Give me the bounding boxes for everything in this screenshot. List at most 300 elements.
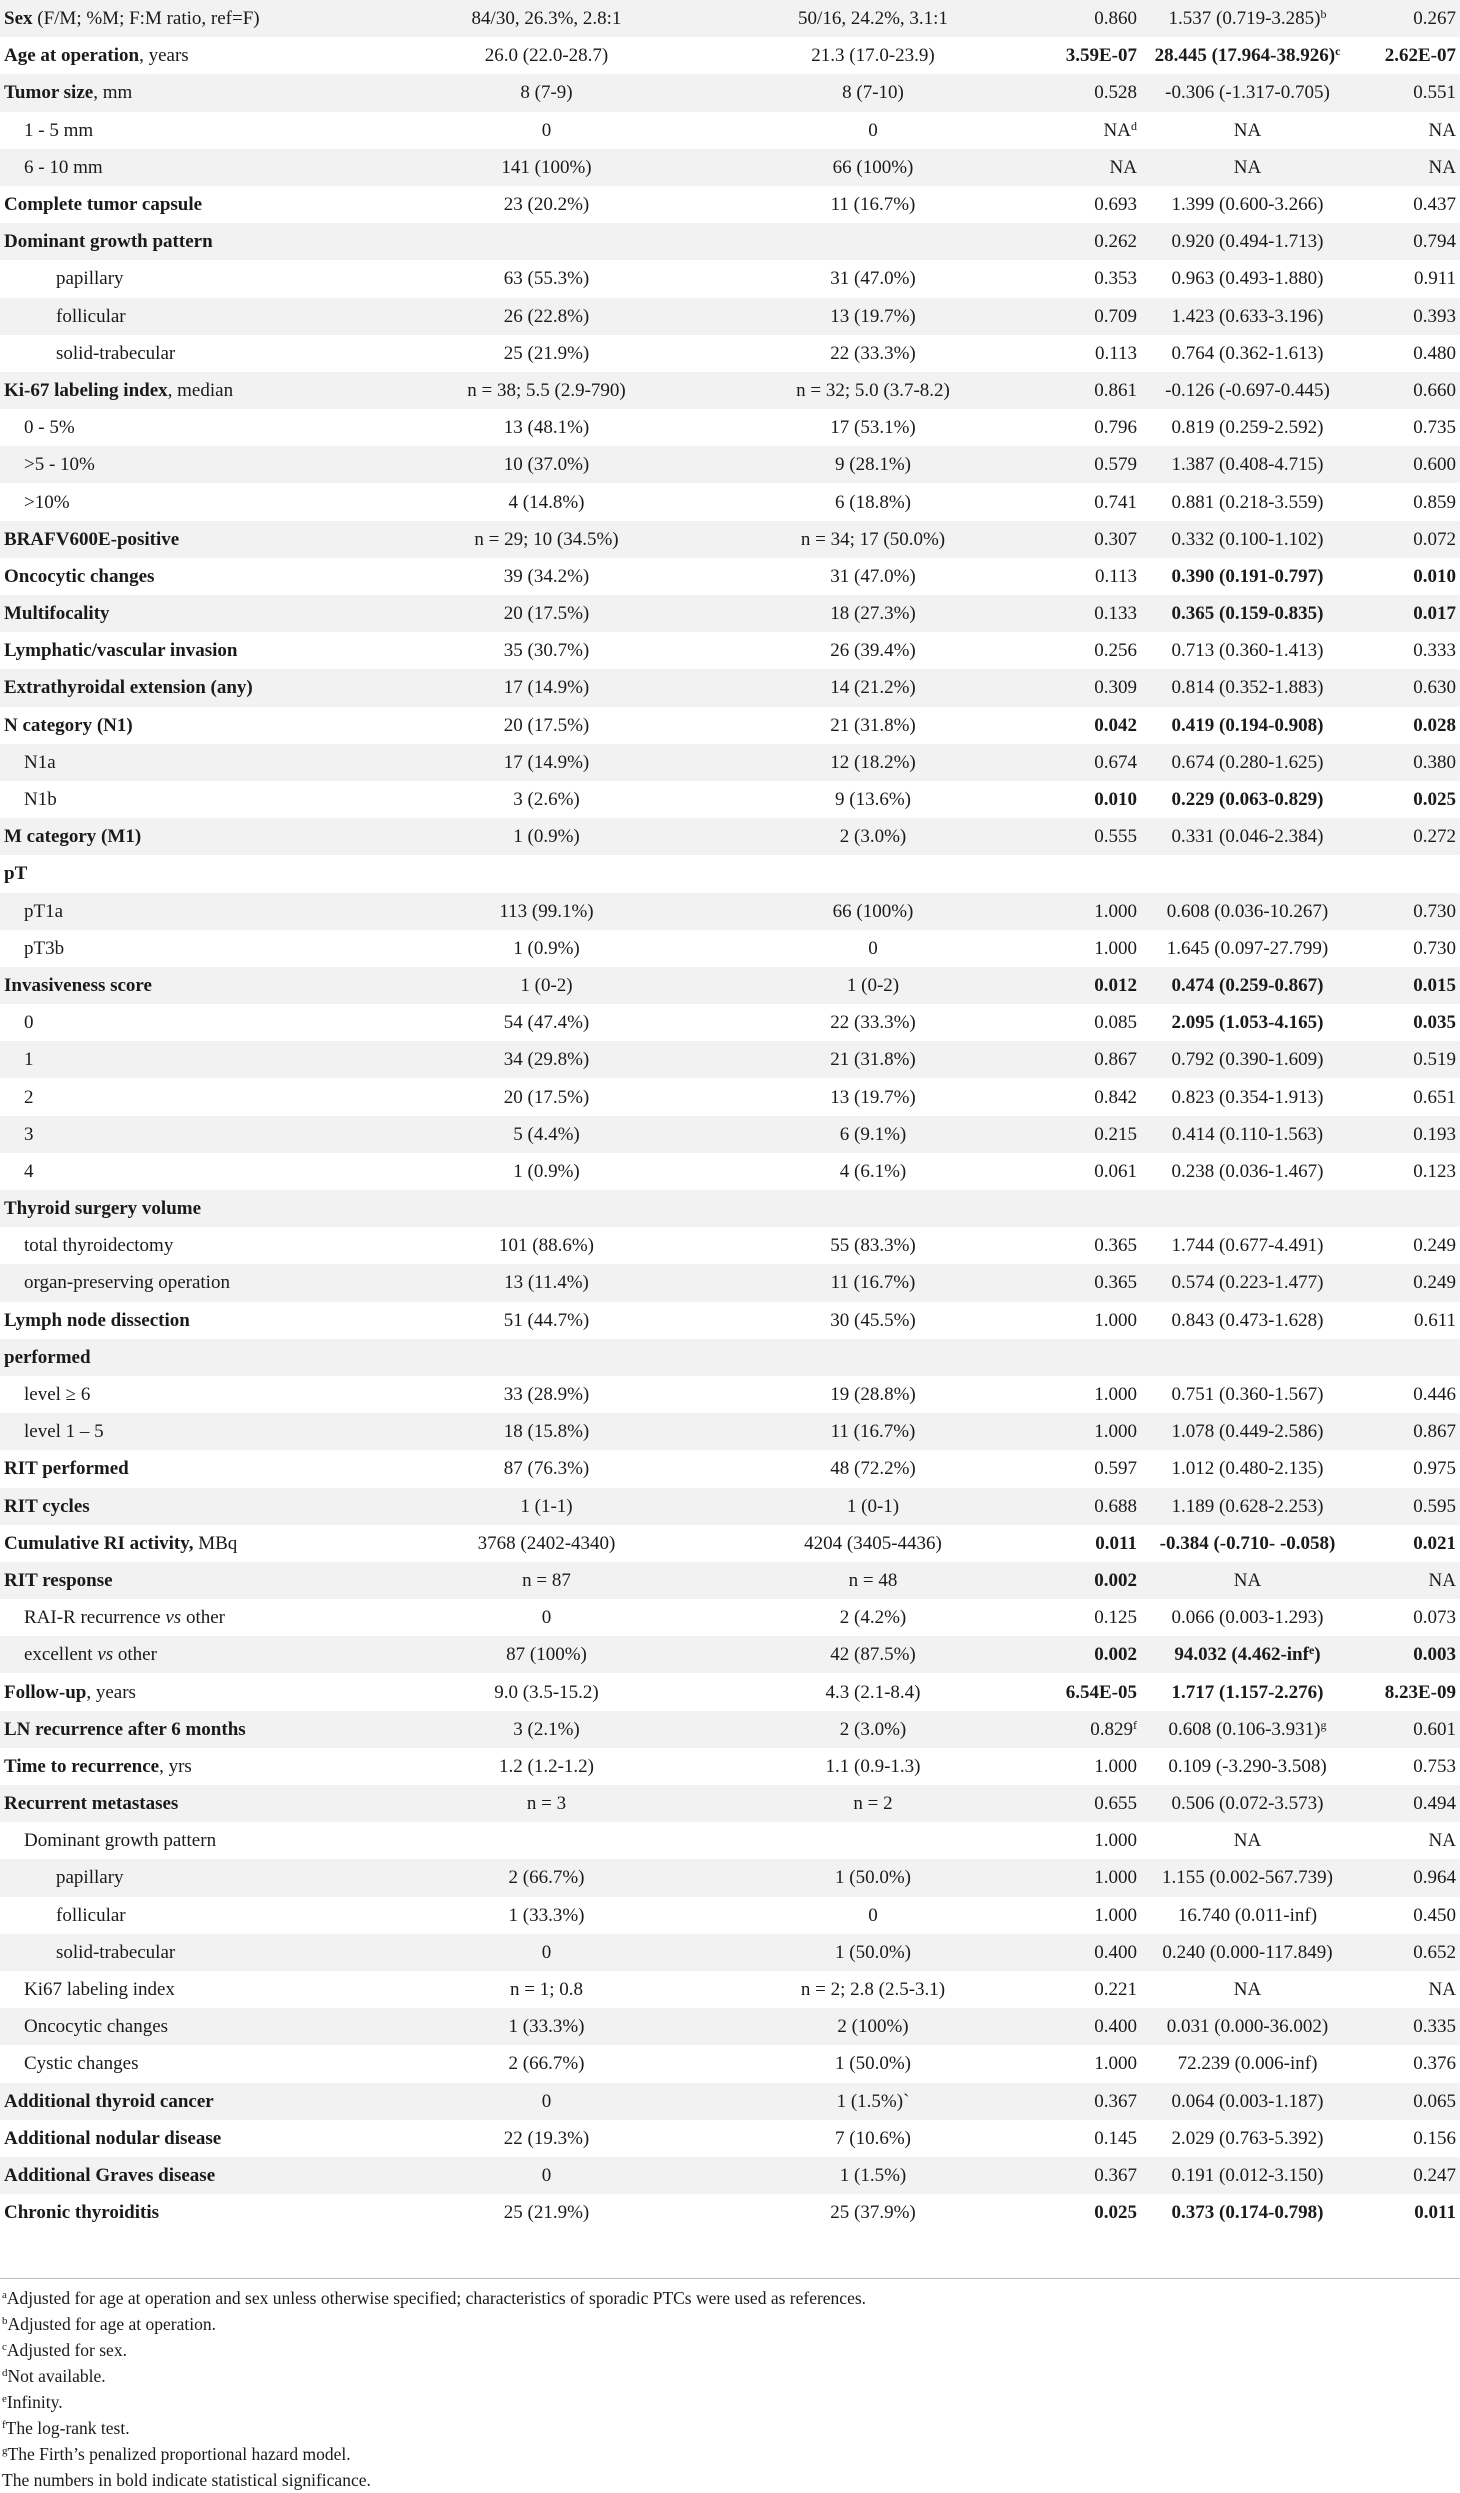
estimate-ci (1145, 2083, 1350, 2120)
row-label-text: papillary (56, 268, 124, 290)
p-value (1033, 818, 1145, 855)
estimate-ci (1145, 2045, 1350, 2082)
p-value (1033, 1822, 1145, 1859)
p-value-text: 0.400 (1094, 1941, 1137, 1963)
group2-value-text: 12 (18.2%) (830, 751, 916, 773)
p-value-text: 0.867 (1094, 1049, 1137, 1071)
group1-value (380, 1116, 713, 1153)
group2-value-text: 21.3 (17.0-23.9) (811, 45, 935, 67)
row-label-text: >5 - 10% (24, 454, 95, 476)
group2-value (713, 1116, 1033, 1153)
p-value (1033, 781, 1145, 818)
group1-value (380, 2008, 713, 2045)
adjusted-p-value-text: 0.651 (1413, 1086, 1456, 1108)
estimate-ci-group (1172, 1012, 1324, 1033)
estimate-ci (1145, 409, 1350, 446)
estimate-ci-text: 0.574 (0.223-1.477) (1171, 1272, 1324, 1294)
table-row (0, 1153, 1460, 1190)
group1-value-text: 33 (28.9%) (503, 1384, 590, 1406)
estimate-ci-text: 0.819 (0.259-2.592) (1171, 417, 1324, 439)
estimate-footnote-mark: e (1308, 1643, 1315, 1658)
adjusted-p-value-text: 0.123 (1413, 1160, 1456, 1182)
adjusted-p-value (1350, 1897, 1460, 1934)
adjusted-p-value (1350, 1525, 1460, 1562)
row-label-text: Lymph node dissection (4, 1309, 190, 1331)
estimate-ci-text: 0.331 (0.046-2.384) (1171, 826, 1324, 848)
table-row (0, 1599, 1460, 1636)
row-label (0, 1004, 380, 1041)
row-label-text: pT1a (24, 900, 64, 922)
group2-value (713, 1859, 1033, 1896)
estimate-ci-group (1172, 1496, 1324, 1517)
p-value-text: 0.307 (1094, 528, 1137, 550)
group2-value-text: 22 (33.3%) (830, 1012, 916, 1034)
group2-value (713, 1153, 1033, 1190)
table-row (0, 2083, 1460, 2120)
group2-value-text: 2 (3.0%) (839, 826, 907, 848)
adjusted-p-value (1350, 818, 1460, 855)
group2-value (713, 1525, 1033, 1562)
estimate-ci-text: 94.032 (4.462-inf (1174, 1644, 1309, 1666)
p-value-text: 1.000 (1094, 1384, 1137, 1406)
estimate-ci-text: 16.740 (0.011-inf) (1177, 1904, 1318, 1926)
group1-value (380, 223, 713, 260)
row-label (0, 74, 380, 111)
estimate-ci-text: 0.229 (0.063-0.829) (1171, 789, 1324, 811)
table-row (0, 1636, 1460, 1673)
group1-value-text: 20 (17.5%) (503, 1086, 590, 1108)
table-row (0, 2008, 1460, 2045)
estimate-ci-text: 1.012 (0.480-2.135) (1171, 1458, 1324, 1480)
adjusted-p-value-text: 0.964 (1413, 1867, 1456, 1889)
estimate-ci (1145, 595, 1350, 632)
row-label-text: Recurrent metastases (4, 1793, 179, 1815)
p-value-text: 0.010 (1094, 789, 1137, 811)
estimate-ci (1145, 1711, 1350, 1748)
estimate-ci-group (1167, 938, 1328, 959)
table-row (0, 707, 1460, 744)
group2-value (713, 1897, 1033, 1934)
group1-value-text: n = 29; 10 (34.5%) (474, 528, 619, 550)
estimate-ci (1145, 1488, 1350, 1525)
p-value (1033, 1004, 1145, 1041)
p-value-text: 0.842 (1094, 1086, 1137, 1108)
row-label-text: solid-trabecular (56, 1941, 176, 1963)
estimate-ci-group (1172, 492, 1324, 513)
group1-value-text: 18 (15.8%) (503, 1421, 590, 1443)
adjusted-p-value (1350, 1153, 1460, 1190)
p-value-text: 1.000 (1094, 1309, 1137, 1331)
group1-value (380, 112, 713, 149)
group1-value (380, 1339, 713, 1376)
group2-value (713, 2120, 1033, 2157)
table-row (0, 1748, 1460, 1785)
p-value (1033, 1711, 1145, 1748)
group1-value (380, 298, 713, 335)
adjusted-p-value (1350, 1376, 1460, 1413)
group2-value-text: 1 (50.0%) (835, 1941, 911, 1963)
row-label-text: follicular (56, 1904, 126, 1926)
estimate-ci-group (1178, 2053, 1318, 2074)
estimate-ci-text: 72.239 (0.006-inf) (1177, 2053, 1318, 2075)
group2-value-text: 14 (21.2%) (830, 677, 916, 699)
adjusted-p-value-text: 0.450 (1413, 1904, 1456, 1926)
group1-value-text: 5 (4.4%) (513, 1123, 580, 1145)
estimate-ci-text: 2.095 (1.053-4.165) (1171, 1012, 1324, 1034)
group2-value-text: 55 (83.3%) (830, 1235, 916, 1257)
adjusted-p-value-text: 0.249 (1413, 1235, 1456, 1257)
group2-value (713, 1376, 1033, 1413)
group2-value-text: 21 (31.8%) (830, 714, 916, 736)
group1-value (380, 1636, 713, 1673)
row-label (0, 1041, 380, 1078)
adjusted-p-value-text: NA (1428, 156, 1456, 178)
row-label-text: Ki-67 labeling index (4, 379, 168, 401)
group1-value-text: 8 (7-9) (520, 82, 573, 104)
group2-value (713, 521, 1033, 558)
row-label-text: Oncocytic changes (4, 565, 155, 587)
p-value-text: 1.000 (1094, 1830, 1137, 1852)
estimate-ci-group (1172, 454, 1324, 475)
row-label-text: Age at operation (4, 45, 140, 67)
row-label (0, 1822, 380, 1859)
estimate-ci (1145, 1078, 1350, 1115)
adjusted-p-value (1350, 149, 1460, 186)
adjusted-p-value (1350, 1822, 1460, 1859)
group1-value (380, 1302, 713, 1339)
group1-value (380, 1859, 713, 1896)
adjusted-p-value (1350, 669, 1460, 706)
group1-value-text: 35 (30.7%) (503, 640, 590, 662)
group2-value (713, 1190, 1033, 1227)
group1-value-text: 0 (541, 119, 552, 141)
group2-value (713, 855, 1033, 892)
table-row (0, 1190, 1460, 1227)
group1-value-text: 54 (47.4%) (503, 1012, 590, 1034)
footnote (0, 2337, 1460, 2363)
table-row (0, 335, 1460, 372)
adjusted-p-value-text: 0.010 (1413, 565, 1456, 587)
row-label-text: Invasiveness score (4, 974, 152, 996)
estimate-ci (1145, 1859, 1350, 1896)
group1-value (380, 483, 713, 520)
estimate-ci (1145, 372, 1350, 409)
footnote (0, 2441, 1460, 2467)
group2-value (713, 1673, 1033, 1710)
footnote-text: Adjusted for sex. (6, 2340, 127, 2360)
estimate-ci (1145, 1264, 1350, 1301)
p-value (1033, 1041, 1145, 1078)
adjusted-p-value (1350, 483, 1460, 520)
group2-value-text: 22 (33.3%) (830, 342, 916, 364)
adjusted-p-value-text: 0.272 (1413, 826, 1456, 848)
group1-value-text: 87 (100%) (506, 1644, 587, 1666)
row-label-text: RIT response (4, 1569, 113, 1591)
row-label-suffix: (F/M; %M; F:M ratio, ref=F) (32, 8, 260, 30)
estimate-ci (1145, 707, 1350, 744)
group1-value-text: n = 3 (526, 1793, 567, 1815)
row-label-text: Tumor size (4, 82, 94, 104)
group1-value-text: 0 (541, 2164, 552, 2186)
group1-value-text: 26.0 (22.0-28.7) (484, 45, 609, 67)
group1-value-text: 23 (20.2%) (503, 194, 590, 216)
adjusted-p-value (1350, 260, 1460, 297)
estimate-ci-text: 1.078 (0.449-2.586) (1171, 1421, 1324, 1443)
group1-value-text: 1 (33.3%) (508, 1904, 585, 1926)
row-label (0, 1897, 380, 1934)
estimate-ci-text: 0.031 (0.000-36.002) (1166, 2016, 1329, 2038)
p-value (1033, 669, 1145, 706)
p-value-text: 3.59E-07 (1065, 45, 1137, 67)
estimate-ci-group (1174, 1644, 1320, 1665)
adjusted-p-value-text: 0.333 (1413, 640, 1456, 662)
group2-value (713, 1004, 1033, 1041)
group2-value-text: 7 (10.6%) (835, 2127, 911, 2149)
group1-value-text: 26 (22.8%) (503, 305, 590, 327)
group2-value-text: 13 (19.7%) (830, 305, 916, 327)
p-value-text: 1.000 (1094, 1904, 1137, 1926)
group2-value-text: 2 (3.0%) (839, 1718, 907, 1740)
row-label-text: Sex (4, 8, 33, 30)
footnote-text: Infinity. (6, 2392, 63, 2412)
row-label (0, 149, 380, 186)
estimate-ci-group (1172, 1087, 1324, 1108)
p-value-text: 0.555 (1094, 826, 1137, 848)
adjusted-p-value (1350, 521, 1460, 558)
group2-value-text: 1 (50.0%) (835, 2053, 911, 2075)
estimate-ci-group (1172, 2091, 1324, 2112)
footnote (0, 2389, 1460, 2415)
group1-value-text: 0 (541, 2090, 552, 2112)
table-row (0, 1264, 1460, 1301)
estimate-ci (1145, 1190, 1350, 1227)
group2-value-text: 66 (100%) (832, 156, 914, 178)
p-value-text: 0.145 (1094, 2127, 1137, 2149)
p-value-text: 0.221 (1094, 1979, 1137, 2001)
group1-value (380, 446, 713, 483)
p-value (1033, 558, 1145, 595)
adjusted-p-value-text: 0.595 (1413, 1495, 1456, 1517)
group1-value (380, 74, 713, 111)
p-value (1033, 521, 1145, 558)
group1-value (380, 0, 713, 37)
group2-value-text: 11 (16.7%) (830, 1272, 916, 1294)
group2-value (713, 930, 1033, 967)
p-value (1033, 335, 1145, 372)
estimate-ci-group (1172, 975, 1324, 996)
group2-value (713, 186, 1033, 223)
group2-value-text: 4204 (3405-4436) (804, 1532, 942, 1554)
p-value-text: 1.000 (1094, 937, 1137, 959)
table-row (0, 855, 1460, 892)
p-value-text: 0.796 (1094, 417, 1137, 439)
table-row (0, 186, 1460, 223)
adjusted-p-value (1350, 1116, 1460, 1153)
row-label-text: Dominant growth pattern (4, 231, 213, 253)
p-value (1033, 2157, 1145, 2194)
group1-value-text: 20 (17.5%) (503, 714, 590, 736)
adjusted-p-value-text: 0.652 (1413, 1941, 1456, 1963)
estimate-ci-group (1172, 1607, 1324, 1628)
row-label (0, 744, 380, 781)
group1-value-text: 25 (21.9%) (503, 2202, 590, 2224)
table-row (0, 2045, 1460, 2082)
estimate-ci-text: 0.414 (0.110-1.563) (1171, 1123, 1324, 1145)
footnote-mark: a (2, 2289, 7, 2301)
table-row (0, 632, 1460, 669)
adjusted-p-value-text: 0.551 (1413, 82, 1456, 104)
group1-value (380, 1785, 713, 1822)
adjusted-p-value (1350, 930, 1460, 967)
adjusted-p-value (1350, 112, 1460, 149)
row-label-text: 1 - 5 mm (24, 119, 94, 141)
group2-value (713, 1264, 1033, 1301)
estimate-ci (1145, 744, 1350, 781)
row-label-after: other (181, 1607, 225, 1629)
footnote-text: The Firth’s penalized proportional hazard model. (7, 2444, 351, 2464)
estimate-ci-text: -0.384 (-0.710- -0.058) (1159, 1532, 1336, 1554)
p-value (1033, 2194, 1145, 2231)
adjusted-p-value-text: 8.23E-09 (1384, 1681, 1456, 1703)
group2-value (713, 893, 1033, 930)
row-label (0, 818, 380, 855)
p-value-text: 0.061 (1094, 1160, 1137, 1182)
table-row (0, 781, 1460, 818)
group1-value (380, 2157, 713, 2194)
group1-value (380, 1413, 713, 1450)
row-label (0, 669, 380, 706)
p-value-text: NA (1103, 119, 1131, 141)
estimate-ci (1145, 1302, 1350, 1339)
adjusted-p-value-text: 0.911 (1413, 268, 1456, 290)
group1-value (380, 372, 713, 409)
group2-value (713, 112, 1033, 149)
row-label-text: level ≥ 6 (24, 1384, 91, 1406)
row-label-text: Time to recurrence (4, 1755, 160, 1777)
adjusted-p-value-text: 0.859 (1413, 491, 1456, 513)
adjusted-p-value-text: 0.021 (1413, 1532, 1456, 1554)
adjusted-p-value-text: 0.393 (1413, 305, 1456, 327)
group2-value-text: n = 32; 5.0 (3.7-8.2) (796, 379, 950, 401)
adjusted-p-value (1350, 1859, 1460, 1896)
adjusted-p-value-text: 0.730 (1413, 937, 1456, 959)
p-value (1033, 483, 1145, 520)
group1-value (380, 1004, 713, 1041)
row-label (0, 1748, 380, 1785)
estimate-ci (1145, 2008, 1350, 2045)
estimate-ci (1145, 632, 1350, 669)
adjusted-p-value-text: 0.519 (1413, 1049, 1456, 1071)
p-value (1033, 2008, 1145, 2045)
group1-value (380, 260, 713, 297)
adjusted-p-value-text: 0.380 (1413, 751, 1456, 773)
row-label-text: 3 (24, 1123, 34, 1145)
estimate-ci-group (1172, 1384, 1324, 1405)
estimate-ci-group (1172, 1161, 1324, 1182)
footnote-text: Adjusted for age at operation. (7, 2314, 216, 2334)
group1-value (380, 632, 713, 669)
row-label-text: Cumulative RI activity, (4, 1532, 194, 1554)
group2-value-text: 50/16, 24.2%, 3.1:1 (798, 8, 948, 30)
table-row (0, 744, 1460, 781)
group1-value (380, 930, 713, 967)
estimate-ci (1145, 223, 1350, 260)
p-value (1033, 1190, 1145, 1227)
footnote-mark: e (2, 2393, 7, 2405)
footnote-text: The numbers in bold indicate statistical significance. (2, 2470, 371, 2490)
group1-value-text: n = 1; 0.8 (510, 1979, 583, 2001)
table-row (0, 1376, 1460, 1413)
p-value-text: 0.125 (1094, 1607, 1137, 1629)
estimate-footnote-mark: g (1320, 1717, 1327, 1732)
group1-value (380, 707, 713, 744)
row-label-suffix: , yrs (159, 1755, 192, 1777)
row-label-text: N1b (24, 789, 57, 811)
adjusted-p-value-text: 0.794 (1413, 231, 1456, 253)
group1-value (380, 37, 713, 74)
group2-value (713, 1748, 1033, 1785)
row-label (0, 855, 380, 892)
adjusted-p-value (1350, 223, 1460, 260)
estimate-ci-group (1172, 603, 1324, 624)
row-label (0, 781, 380, 818)
adjusted-p-value-text: 0.072 (1413, 528, 1456, 550)
footnote (0, 2285, 1460, 2311)
p-value-text: 0.262 (1094, 231, 1137, 253)
table-row (0, 483, 1460, 520)
group1-value (380, 1971, 713, 2008)
group1-value (380, 818, 713, 855)
p-value-text: 0.012 (1094, 974, 1137, 996)
table-row (0, 149, 1460, 186)
p-value (1033, 595, 1145, 632)
adjusted-p-value (1350, 1339, 1460, 1376)
group2-value (713, 669, 1033, 706)
estimate-ci-group (1172, 826, 1324, 847)
group2-value (713, 37, 1033, 74)
p-value-text: 0.693 (1094, 194, 1137, 216)
row-label (0, 446, 380, 483)
estimate-ci-group (1165, 82, 1330, 103)
group1-value-text: 1 (0.9%) (513, 1160, 580, 1182)
group1-value (380, 1264, 713, 1301)
footnote-text: The log-rank test. (5, 2418, 130, 2438)
footnote-mark: g (2, 2445, 8, 2457)
p-value (1033, 930, 1145, 967)
row-label-text: organ-preserving operation (24, 1272, 230, 1294)
p-value-footnote-mark: f (1133, 1717, 1137, 1732)
p-value-text: 1.000 (1094, 900, 1137, 922)
group2-value-text: 1.1 (0.9-1.3) (825, 1755, 921, 1777)
estimate-ci (1145, 260, 1350, 297)
adjusted-p-value (1350, 37, 1460, 74)
group2-value (713, 1227, 1033, 1264)
estimate-ci (1145, 781, 1350, 818)
estimate-ci (1145, 74, 1350, 111)
table-row (0, 1302, 1460, 1339)
adjusted-p-value-text: 0.073 (1413, 1607, 1456, 1629)
p-value-text: 0.861 (1094, 379, 1137, 401)
row-label-text: Chronic thyroiditis (4, 2202, 160, 2224)
table-row (0, 112, 1460, 149)
row-label (0, 1339, 380, 1376)
group2-value-text: 1 (1.5%) (839, 2164, 907, 2186)
p-value (1033, 1525, 1145, 1562)
row-label (0, 1711, 380, 1748)
p-value-text: 0.353 (1094, 268, 1137, 290)
estimate-ci-group (1172, 752, 1324, 773)
row-label-text: Extrathyroidal extension (any) (4, 677, 253, 699)
